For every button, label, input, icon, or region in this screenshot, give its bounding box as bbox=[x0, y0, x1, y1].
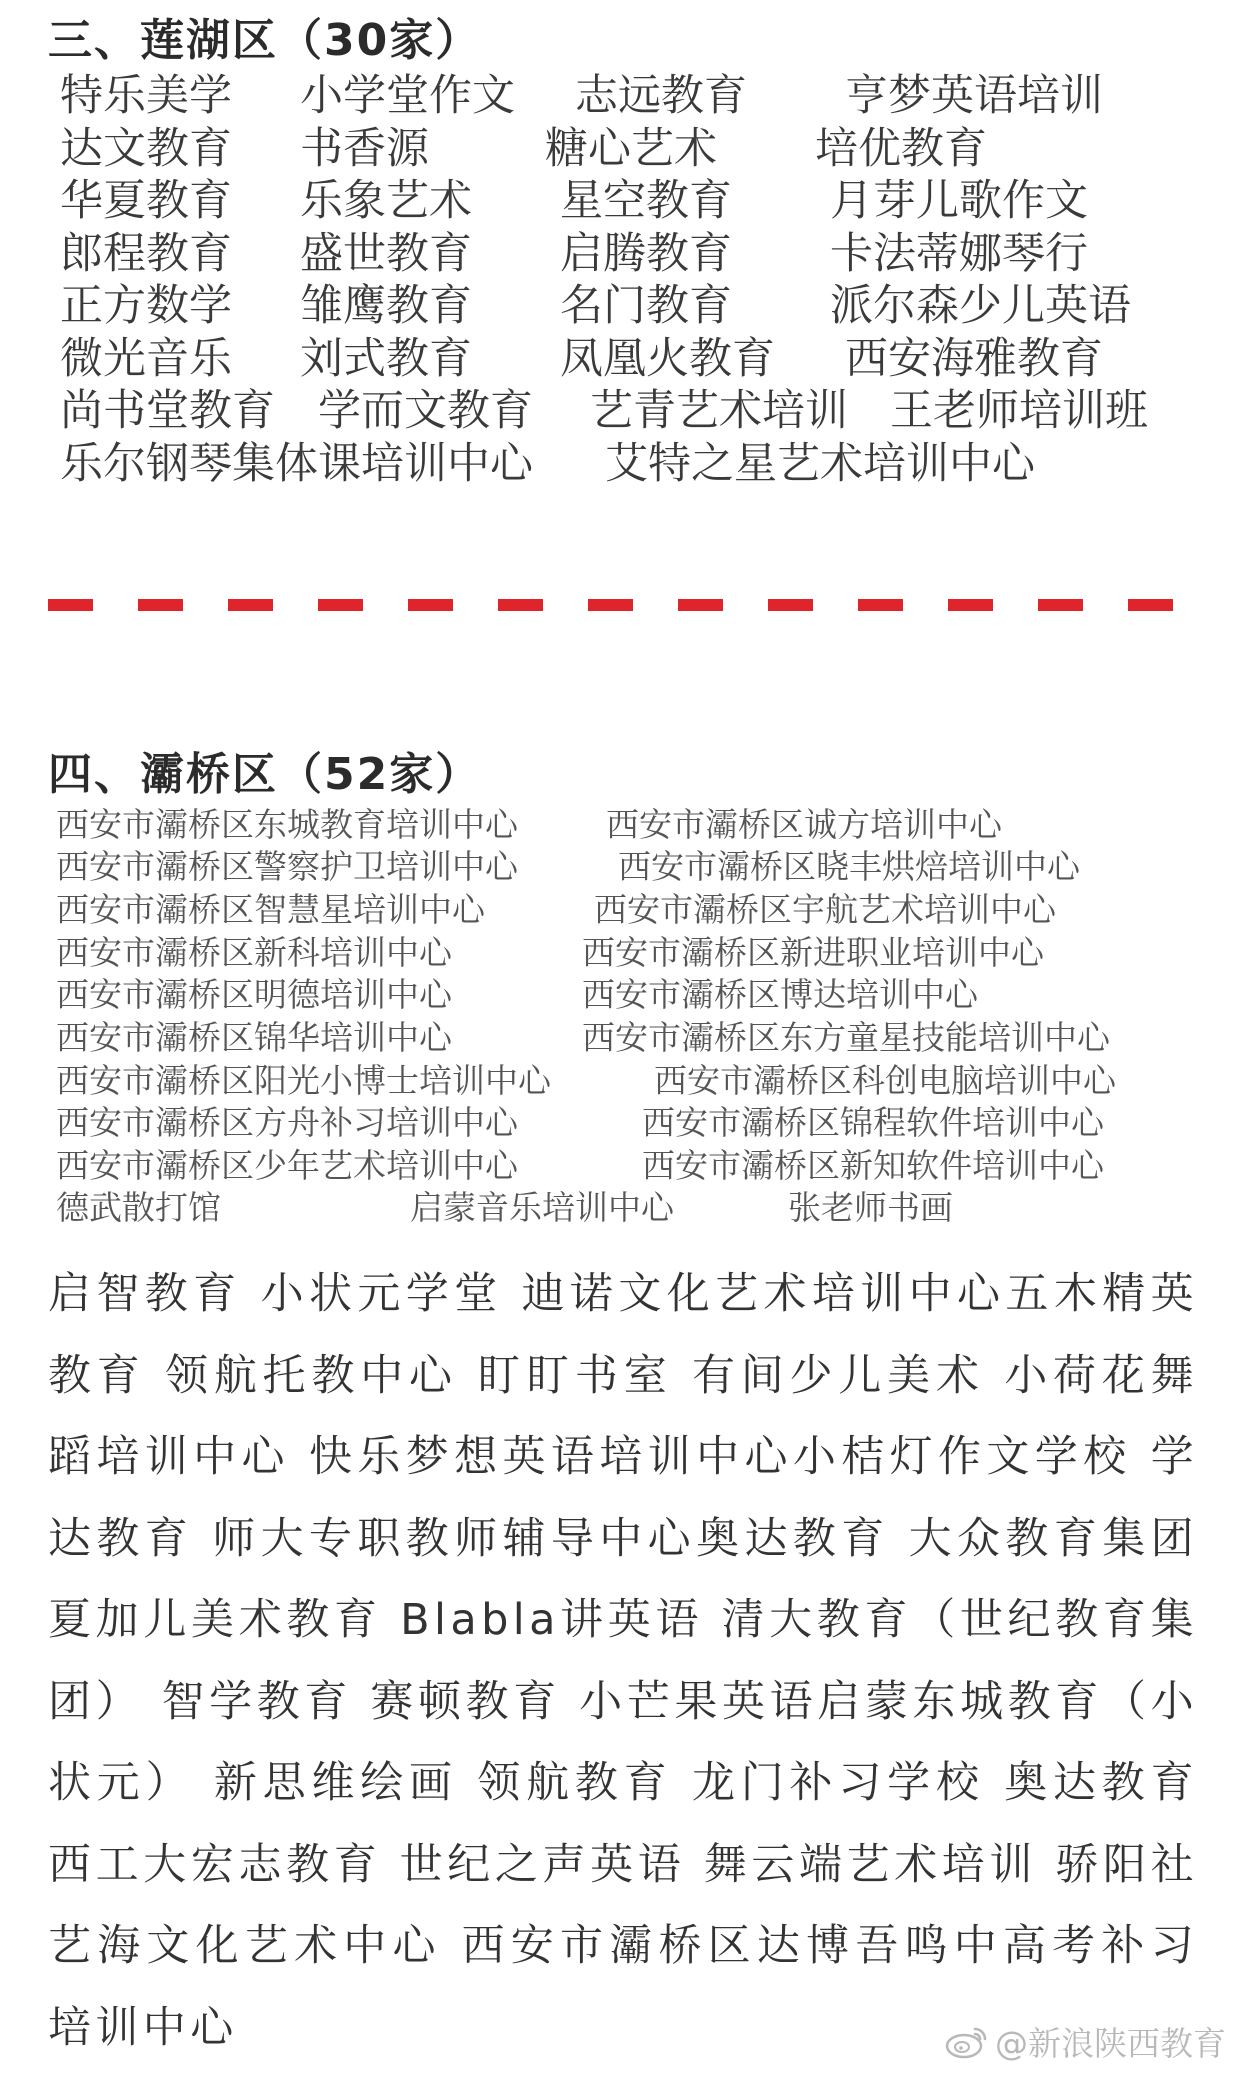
list-item: 志远教育 bbox=[575, 71, 747, 121]
list-item: 月芽儿歌作文 bbox=[830, 176, 1088, 226]
watermark bbox=[945, 2018, 1226, 2065]
list-item: 艺青艺术培训 bbox=[590, 386, 848, 436]
list-item: 糖心艺术 bbox=[545, 124, 717, 174]
list-item: 名门教育 bbox=[560, 281, 732, 331]
list-item: 乐象艺术 bbox=[300, 176, 472, 226]
watermark-text: @新浪陕西教育 bbox=[995, 2024, 1226, 2063]
list-item: 西安市灞桥区科创电脑培训中心 bbox=[654, 1061, 1116, 1100]
list-item: 启腾教育 bbox=[560, 229, 732, 279]
list-item: 亨梦英语培训 bbox=[845, 71, 1103, 121]
section-3-title: 三、莲湖区（30家） bbox=[48, 15, 482, 66]
list-item: 雏鹰教育 bbox=[300, 281, 472, 331]
list-item: 卡法蒂娜琴行 bbox=[830, 229, 1088, 279]
list-item: 尚书堂教育 bbox=[60, 386, 275, 436]
list-item: 刘式教育 bbox=[300, 334, 472, 384]
list-item: 西安海雅教育 bbox=[845, 334, 1103, 384]
list-item: 特乐美学 bbox=[60, 71, 232, 121]
list-item: 西安市灞桥区阳光小博士培训中心 bbox=[56, 1061, 551, 1100]
list-item: 西安市灞桥区智慧星培训中心 bbox=[56, 890, 485, 929]
list-item: 凤凰火教育 bbox=[560, 334, 775, 384]
list-item: 西安市灞桥区新进职业培训中心 bbox=[582, 933, 1044, 972]
list-item: 培优教育 bbox=[815, 124, 987, 174]
list-item: 西安市灞桥区东方童星技能培训中心 bbox=[582, 1018, 1110, 1057]
list-item: 学而文教育 bbox=[318, 386, 533, 436]
list-item: 西安市灞桥区东城教育培训中心 bbox=[56, 805, 518, 844]
list-item: 盛世教育 bbox=[300, 229, 472, 279]
list-item: 西安市灞桥区锦华培训中心 bbox=[56, 1018, 452, 1057]
list-item: 西安市灞桥区诚方培训中心 bbox=[606, 805, 1002, 844]
list-item: 艾特之星艺术培训中心 bbox=[605, 439, 1035, 489]
list-item: 张老师书画 bbox=[788, 1188, 953, 1227]
section-4-title: 四、灞桥区（52家） bbox=[48, 749, 482, 800]
list-item: 西安市灞桥区明德培训中心 bbox=[56, 975, 452, 1014]
list-item: 西安市灞桥区少年艺术培训中心 bbox=[56, 1146, 518, 1185]
list-item: 西安市灞桥区锦程软件培训中心 bbox=[642, 1103, 1104, 1142]
list-item: 西安市灞桥区新科培训中心 bbox=[56, 933, 452, 972]
list-item: 西安市灞桥区博达培训中心 bbox=[582, 975, 978, 1014]
list-item: 微光音乐 bbox=[60, 334, 232, 384]
institution-paragraph: 启智教育 小状元学堂 迪诺文化艺术培训中心五木精英教育 领航托教中心 盯盯书室 有间少儿美术 小荷花舞蹈培训中心 快乐梦想英语培训中心小桔灯作文学校 学达教育 师大专职教师辅导中心奥达教育 大众教育集团 夏加儿美术教育 Blabla讲英语 清大教育（世纪教育集团） 智学教育 赛顿教育 小芒果英语启蒙东城教育（小状元） 新思维绘画 领航教育 龙门补习学校 奥达教育 西工大宏志教育 世纪之声英语 舞云端艺术培训 骄阳社 艺海文化艺术中心 西安市灞桥区达博吾鸣中高考补习培训中心 bbox=[48, 1269, 1198, 2053]
list-item: 启蒙音乐培训中心 bbox=[410, 1188, 674, 1227]
list-item: 德武散打馆 bbox=[56, 1188, 221, 1227]
list-item: 西安市灞桥区新知软件培训中心 bbox=[642, 1146, 1104, 1185]
list-item: 西安市灞桥区晓丰烘焙培训中心 bbox=[618, 847, 1080, 886]
section-divider bbox=[48, 598, 1204, 612]
list-item: 西安市灞桥区宇航艺术培训中心 bbox=[594, 890, 1056, 929]
list-item: 派尔森少儿英语 bbox=[830, 281, 1131, 331]
list-item: 达文教育 bbox=[60, 124, 232, 174]
list-item: 郎程教育 bbox=[60, 229, 232, 279]
list-item: 华夏教育 bbox=[60, 176, 232, 226]
list-item: 王老师培训班 bbox=[890, 386, 1148, 436]
list-item: 小学堂作文 bbox=[300, 71, 515, 121]
list-item: 星空教育 bbox=[560, 176, 732, 226]
list-item: 西安市灞桥区警察护卫培训中心 bbox=[56, 847, 518, 886]
weibo-icon bbox=[945, 2024, 989, 2060]
list-item: 正方数学 bbox=[60, 281, 232, 331]
list-item: 西安市灞桥区方舟补习培训中心 bbox=[56, 1103, 518, 1142]
list-item: 乐尔钢琴集体课培训中心 bbox=[60, 439, 533, 489]
list-item: 书香源 bbox=[300, 124, 429, 174]
